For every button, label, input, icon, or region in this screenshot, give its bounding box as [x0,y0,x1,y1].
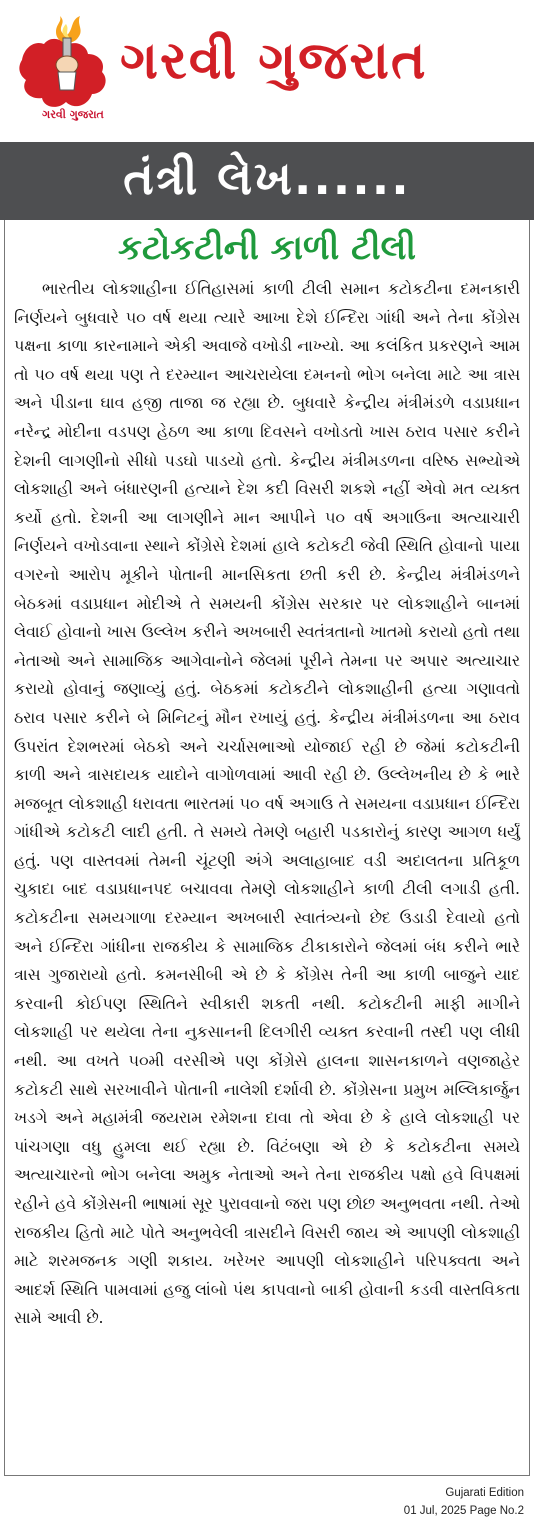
torch-map-icon [14,10,118,120]
article-headline: કટોકટીની કાળી ટીલી [117,228,417,268]
date-page-label: 01 Jul, 2025 Page No.2 [403,1505,524,1517]
edition-label: Gujarati Edition [445,1487,524,1499]
section-title: તંત્રી લેખ...... [123,151,411,205]
brand-title: ગરવી ગુજરાત [120,31,428,91]
logo-caption: ગરવી ગુજરાત [42,108,104,121]
article-body: ભારતીય લોકશાહીના ઈતિહાસમાં કાળી ટીલી સમાન કટોકટીના દમનકારી નિર્ણયને બુધવારે ૫૦ વર્ષ થયા ત્યારે આખા દેશે ઈન્દિરા ગાંધી અને તેના કોંગ્રેસ પક્ષના કાળા કારનામાને એકી અવાજે વખોડી નાખ્યો. આ કલંકિત પ્રકરણને આમ તો ૫૦ વર્ષ થયા પણ તે દરમ્યાન આચરાયેલા દમનનો ભોગ બનેલા માટે આ ત્રાસ અને પીડાના ઘાવ હજી તાજા જ રહ્યા છે. બુધવારે કેન્દ્રીય મંત્રીમંડળે વડાપ્રધાન નરેન્દ્ર મોદીના વડપણ હેઠળ આ કાળા દિવસને વખોડતો ખાસ ઠરાવ પસાર કરીને દેશની લાગણીનો સીધો પડઘો પાડયો હતો. કેન્દ્રીય મંત્રીમડળના વરિષ્ઠ સભ્યોએ લોકશાહી અને બંધારણની હત્યાને દેશ કદી વિસરી શકશે નહીં એવો મત વ્યક્ત કર્યો હતો. દેશની આ લાગણીને માન આપીને ૫૦ વર્ષ અગાઉના અત્યાચારી નિર્ણયને વખોડવાના સ્થાને કોંગ્રેસે દેશમાં હાલે કટોકટી જેવી સ્થિતિ હોવાનો પાયા વગરનો આરોપ મૂકીને પોતાની માનસિકતા છતી કરી છે. કેન્દ્રીય મંત્રીમંડળને બેઠકમાં વડાપ્રધાન મોદીએ તે સમયની કોંગ્રેસ સરકાર પર લોકશાહીને બાનમાં લેવાઈ હોવાનો ખાસ ઉલ્લેખ કરીને અખબારી સ્વતંત્રતાનો ખાતમો કરાયો હતો તથા નેતાઓ અને સામાજિક આગેવાનોને જેલમાં પૂરીને તેમના પર અપાર અત્યાચાર કરાયો હોવાનું જણાવ્યું હતું. બેઠકમાં કટોકટીને લોકશાહીની હત્યા ગણાવતો ઠરાવ પસાર કરીને બે મિનિટનું મૌન રખાયું હતું. કેન્દ્રીય મંત્રીમંડળના આ ઠરાવ ઉપરાંત દેશભરમાં બેઠકો અને ચર્ચાસભાઓ યોજાઈ રહી છે જેમાં કટોકટીની કાળી અને ત્રાસદાયક યાદોને વાગોળવામાં આવી રહી છે. ઉલ્લેખનીય છે કે ભારે મજબૂત લોકશાહી ધરાવતા ભારતમાં ૫૦ વર્ષ અગાઉ તે સમયના વડાપ્રધાન ઈન્દિરા ગાંધીએ કટોકટી લાદી હતી. તે સમયે તેમણે બહારી પડકારોનું કારણ આગળ ધર્યું હતું. પણ વાસ્તવમાં તેમની ચૂંટણી અંગે અલાહાબાદ વડી અદાલતના પ્રતિકૂળ ચુકાદા બાદ વડાપ્રધાનપદ બચાવવા તેમણે લોકશાહીને કાળી ટીલી લગાડી હતી. કટોકટીના સમયગાળા દરમ્યાન અખબારી સ્વાતંત્ર્યનો છેદ ઉડાડી દેવાયો હતો અને ઈન્દિરા ગાંધીના રાજકીય કે સામાજિક ટીકાકારોને જેલમાં બંધ કરીને ભારે ત્રાસ ગુજારાયો હતો. કમનસીબી એ છે કે કોંગ્રેસ તેની આ કાળી બાજુને યાદ કરવાની કોઈપણ સ્થિતિને સ્વીકારી શકતી નથી. કટોકટીની માફી માગીને લોકશાહી પર થયેલા તેના નુકસાનની દિલગીરી વ્યક્ત કરવાની તસ્દી પણ લીધી નથી. આ વખતે ૫૦મી વરસીએ પણ કોંગ્રેસે હાલના શાસનકાળને વણજાહેર કટોકટી સાથે સરખાવીને પોતાની નાલેશી દર્શાવી છે. કોંગ્રેસના પ્રમુખ મલ્લિકાર્જુન ખડગે અને મહામંત્રી જયરામ રમેશના દાવા તો એવા છે કે હાલે લોકશાહી પર પાંચગણા વધુ હુમલા થઈ રહ્યા છે. વિટંબણા એ છે કે કટોકટીના સમયે અત્યાચારનો ભોગ બનેલા અમુક નેતાઓ અને તેના રાજકીય પક્ષો હવે વિપક્ષમાં રહીને હવે કોંગ્રેસની ભાષામાં સૂર પુરાવવાનો જરા પણ છોછ અનુભવતા નથી. તેઓ રાજકીય હિતો માટે પોતે અનુભવેલી ત્રાસદીને વિસરી જાય એ આપણી લોકશાહી માટે શરમજનક ગણી શકાય. ખરેખર આપણી લોકશાહીને પરિપક્વતા અને આદર્શ સ્થિતિ પામવામાં હજુ લાંબો પંથ કાપવાનો બાકી હોવાની કડવી વાસ્તવિકતા સામે આવી છે. [14,279,521,1328]
section-band [0,142,534,220]
edition-info [404,1484,524,1520]
masthead [0,0,534,142]
